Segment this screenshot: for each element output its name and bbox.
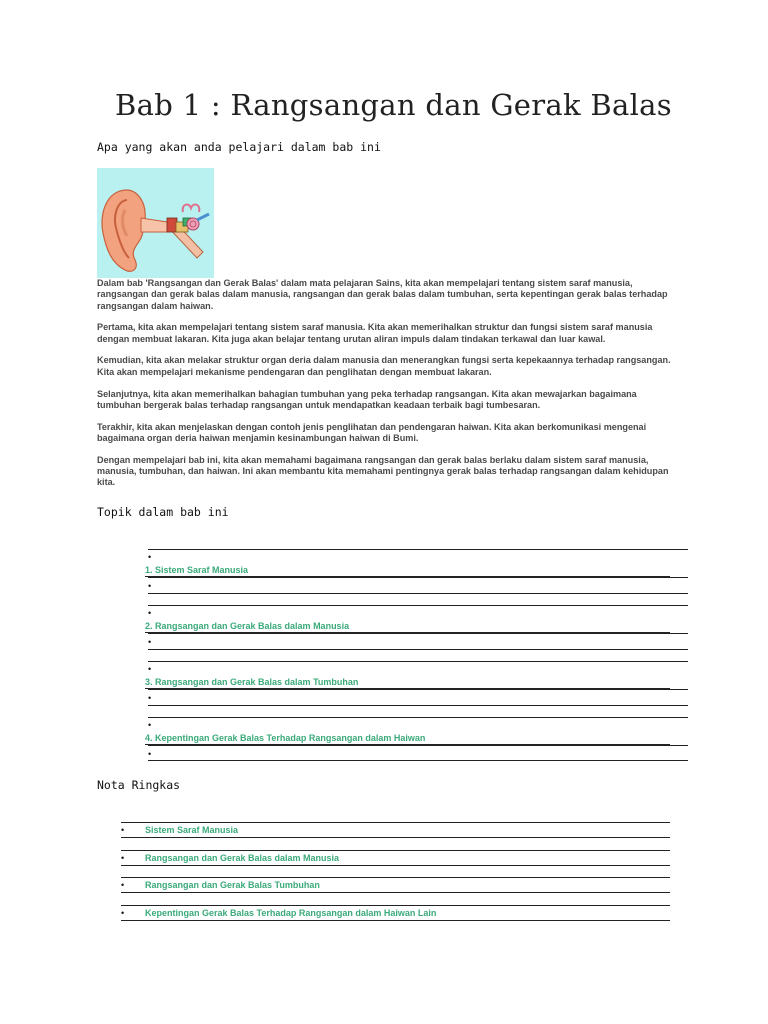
bullet: •: [148, 581, 152, 591]
intro-paragraph: Selanjutnya, kita akan memerihalkan bahagian tumbuhan yang peka terhadap rangsangan. Kita akan mewajarkan bagaimana tumbuhan bergerak balas terhadap rangsangan untuk mendapatkan keadaan terbaik bagi tumbesaran.: [97, 388, 637, 410]
bullet: •: [148, 637, 152, 647]
note-item: [121, 851, 670, 866]
bullet: •: [148, 552, 152, 562]
topic-row: [148, 661, 688, 673]
topic-row: [148, 760, 688, 772]
note-link-3[interactable]: Rangsangan dan Gerak Balas Tumbuhan: [145, 880, 320, 890]
notes-heading: Nota Ringkas: [97, 778, 181, 792]
page-title: Bab 1 : Rangsangan dan Gerak Balas: [115, 88, 672, 122]
bullet: •: [121, 880, 125, 890]
topics-heading: Topik dalam bab ini: [97, 505, 229, 519]
topic-row: [148, 605, 688, 617]
bullet: •: [148, 749, 152, 759]
intro-text: [97, 278, 677, 499]
note-link-1[interactable]: Sistem Saraf Manusia: [145, 825, 239, 835]
bullet: •: [148, 664, 152, 674]
topic-row: [148, 633, 688, 645]
intro-paragraph: Pertama, kita akan mempelajari tentang sistem saraf manusia. Kita akan memerihalkan struktur dan fungsi sistem saraf manusia dengan membuat lakaran. Kita juga akan belajar tentang urutan aliran impuls dalam tindakan terkawal dan luar kawal.: [97, 322, 653, 344]
topic-link-4[interactable]: 4. Kepentingan Gerak Balas Terhadap Rangsangan dalam Haiwan: [145, 733, 670, 745]
ear-icon: [97, 168, 214, 278]
intro-paragraph: Dengan mempelajari bab ini, kita akan memahami bagaimana rangsangan dan gerak balas berlaku dalam sistem saraf manusia, manusia, tumbuhan, dan haiwan. Ini akan membantu kita memahami pentingnya gerak balas terhadap rangsangan dalam kehidupan kita.: [97, 454, 669, 488]
note-item: [121, 878, 670, 893]
topic-row: [148, 689, 688, 701]
note-link-2[interactable]: Rangsangan dan Gerak Balas dalam Manusia: [145, 853, 340, 863]
ear-anatomy-image: [97, 168, 214, 278]
topic-row: [148, 717, 688, 729]
intro-paragraph: Dalam bab 'Rangsangan dan Gerak Balas' dalam mata pelajaran Sains, kita akan mempelajari tentang sistem saraf manusia, rangsangan dan gerak balas dalam manusia, rangsangan dan gerak balas dalam tumbuhan, serta kepentingan gerak balas terhadap rangsangan dalam haiwan.: [97, 278, 668, 311]
intro-paragraph: Terakhir, kita akan menjelaskan dengan contoh jenis penglihatan dan pendengaran haiwan. Kita akan berkomunikasi mengenai bagaimana organ deria haiwan menjamin kesinambungan haiwan di Bumi.: [97, 421, 647, 443]
topic-row: [148, 593, 688, 605]
topic-row: [148, 649, 688, 661]
topic-link-3[interactable]: 3. Rangsangan dan Gerak Balas dalam Tumbuhan: [145, 677, 670, 689]
topic-row: [148, 577, 688, 589]
intro-paragraph: Kemudian, kita akan melakar struktur organ deria dalam manusia dan menerangkan fungsi serta kepekaannya terhadap rangsangan. Kita akan mempelajari mekanisme pendengaran dan penglihatan dengan membuat lakaran.: [97, 355, 671, 377]
section-subtitle: Apa yang akan anda pelajari dalam bab ini: [97, 140, 381, 154]
topic-row: [148, 745, 688, 757]
topic-row: [148, 549, 688, 561]
topic-link-1[interactable]: 1. Sistem Saraf Manusia: [145, 565, 670, 577]
bullet: •: [148, 693, 152, 703]
bullet: •: [148, 608, 152, 618]
topic-link-2[interactable]: 2. Rangsangan dan Gerak Balas dalam Manusia: [145, 621, 670, 633]
note-item: [121, 906, 670, 921]
bullet: •: [121, 908, 125, 918]
note-link-4[interactable]: Kepentingan Gerak Balas Terhadap Rangsangan dalam Haiwan Lain: [145, 908, 437, 918]
bullet: •: [148, 720, 152, 730]
topic-row: [148, 705, 688, 717]
note-item: [121, 823, 670, 838]
bullet: •: [121, 853, 125, 863]
bullet: •: [121, 825, 125, 835]
